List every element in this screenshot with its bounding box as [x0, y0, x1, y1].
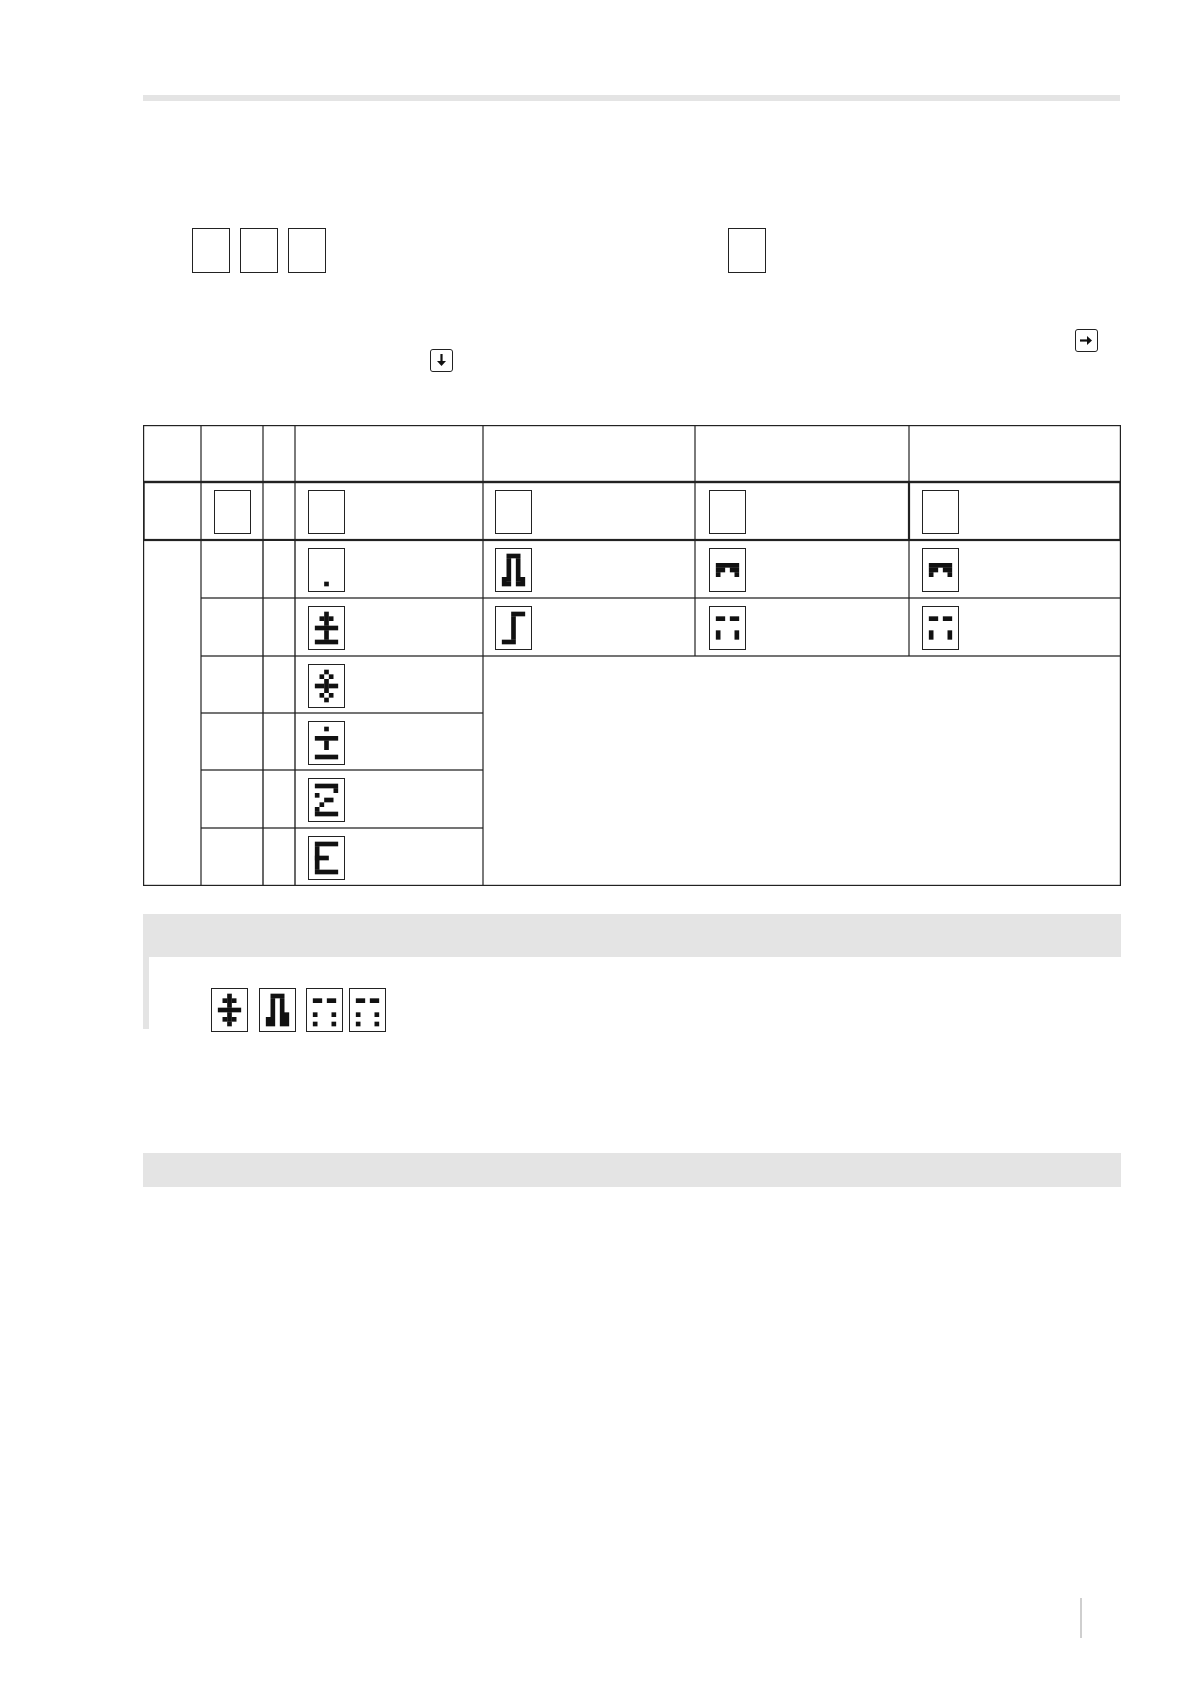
selection-box-col4: [308, 490, 345, 534]
display-digit-box-3: [288, 228, 326, 273]
glyph-block-i: [922, 606, 959, 650]
glyph-cross-dotted: [308, 664, 345, 708]
footer-rule: [1080, 1598, 1082, 1638]
glyph-pulse: [495, 548, 532, 592]
example-glyph-block-b: [349, 988, 386, 1032]
glyph-dot: [308, 548, 345, 592]
glyph-e: [308, 836, 345, 880]
section-banner: [143, 1153, 1121, 1187]
header-rule: [143, 95, 1120, 101]
selection-box-col2: [214, 490, 251, 534]
glyph-block-n: [922, 548, 959, 592]
glyph-z-dotted: [308, 778, 345, 822]
example-glyph-cross: [211, 988, 248, 1032]
display-digit-box-2: [240, 228, 278, 273]
display-digit-box-1: [192, 228, 230, 273]
glyph-plus-minus-a: [308, 606, 345, 650]
character-table: [143, 425, 1121, 886]
arrow-down-icon: [430, 349, 453, 372]
arrow-right-icon: [1075, 329, 1098, 352]
display-digit-box-4: [728, 228, 766, 273]
glyph-step: [495, 606, 532, 650]
selection-box-col7: [922, 490, 959, 534]
glyph-block-n: [709, 548, 746, 592]
example-banner: [143, 914, 1121, 957]
selection-box-col5: [495, 490, 532, 534]
example-glyph-bars: [259, 988, 296, 1032]
selection-box-col6: [709, 490, 746, 534]
glyph-block-i: [709, 606, 746, 650]
example-glyph-block-a: [306, 988, 343, 1032]
glyph-plus-underline: [308, 721, 345, 765]
table-lines: [143, 425, 1121, 886]
